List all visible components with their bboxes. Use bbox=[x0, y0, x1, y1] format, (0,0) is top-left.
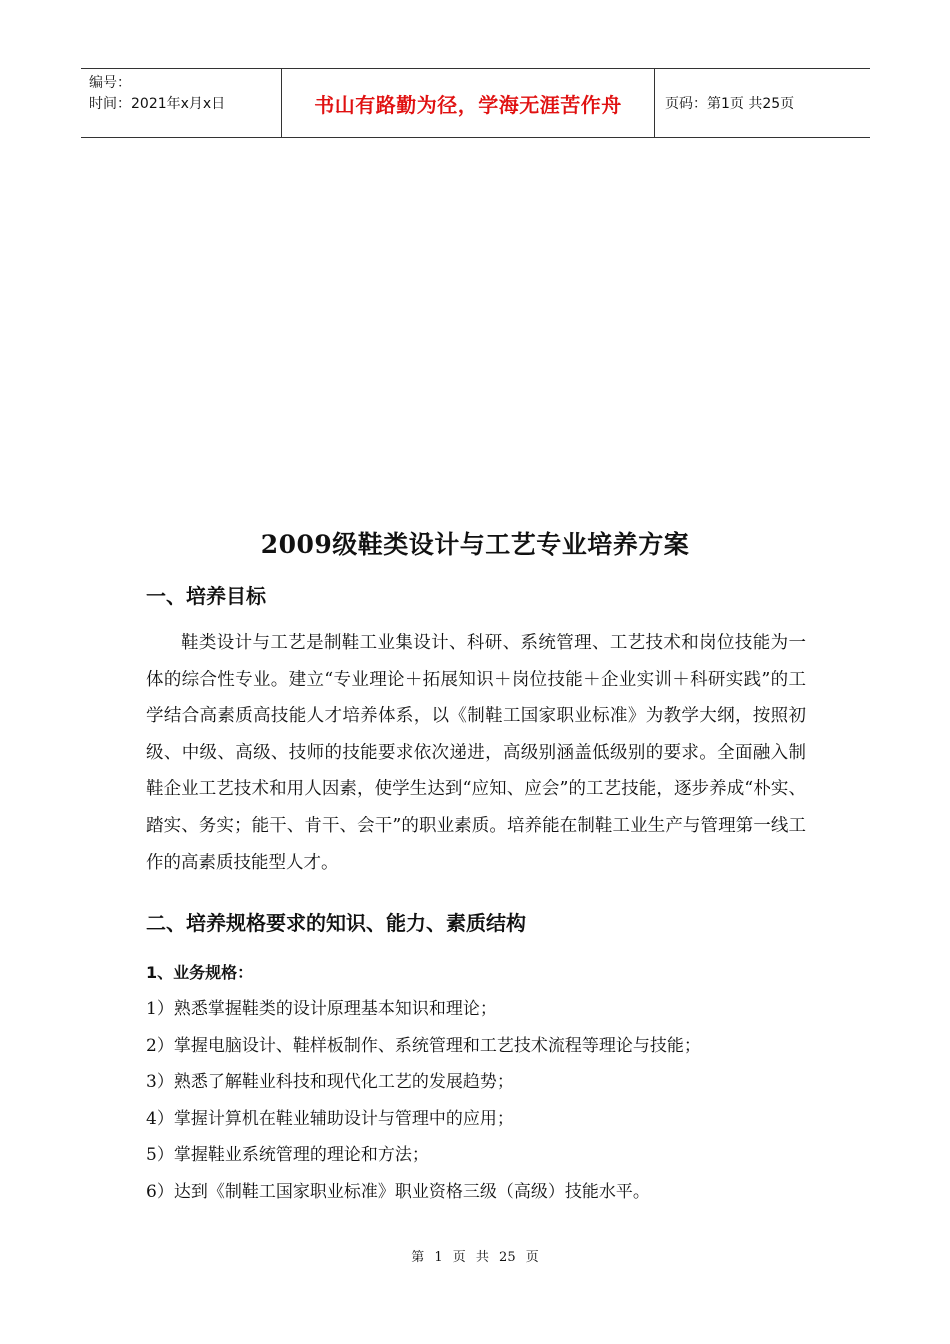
business-requirements-list bbox=[146, 995, 701, 1214]
list-item: 3）熟悉了解鞋业科技和现代化工艺的发展趋势； bbox=[146, 1072, 514, 1092]
section-heading-goals: 一、培养目标 bbox=[146, 584, 266, 608]
subsection-heading-business: 1、业务规格： bbox=[146, 963, 254, 982]
list-item: 2）掌握电脑设计、鞋样板制作、系统管理和工艺技术流程等理论与技能； bbox=[146, 1035, 701, 1056]
list-item: 6）达到《制鞋工国家职业标准》职业资格三级（高级）技能水平。 bbox=[146, 1181, 650, 1202]
document-title: 2009级鞋类设计与工艺专业培养方案 bbox=[260, 530, 690, 559]
goals-paragraph: 鞋类设计与工艺是制鞋工业集设计、科研、系统管理、工艺技术和岗位技能为一体的综合性专业。建立“专业理论＋拓展知识＋岗位技能＋企业实训＋科研实践”的工学结合高素质高技能人才培养体系，以《制鞋工国家职业标准》为教学大纲，按照初级、中级、高级、技师的技能要求依次递进，高级别涵盖低级别的要求。全面融入制鞋企业工艺技术和用人因素，使学生达到“应知、应会”的工艺技能，逐步养成“朴实、踏实、务实；能干、肯干、会干”的职业素质。培养能在制鞋工业生产与管理第一线工作的高素质技能型人才。 bbox=[146, 633, 806, 873]
list-item: 4）掌握计算机在鞋业辅助设计与管理中的应用； bbox=[146, 1108, 514, 1129]
page-footer: 第 1 页 共 25 页 bbox=[411, 1250, 539, 1265]
header-table bbox=[81, 68, 870, 138]
list-item: 5）掌握鞋业系统管理的理论和方法； bbox=[146, 1145, 429, 1165]
list-item: 1）熟悉掌握鞋类的设计原理基本知识和理论； bbox=[146, 999, 497, 1019]
header-page-info: 页码：第1页 共25页 bbox=[665, 96, 795, 112]
date-label: 时间：2021年x月x日 bbox=[89, 96, 226, 112]
header-meta-cell bbox=[81, 69, 282, 137]
number-label: 编号： bbox=[89, 75, 131, 91]
section-heading-structure: 二、培养规格要求的知识、能力、素质结构 bbox=[146, 911, 526, 935]
header-motto: 书山有路勤为径，学海无涯苦作舟 bbox=[282, 69, 655, 137]
